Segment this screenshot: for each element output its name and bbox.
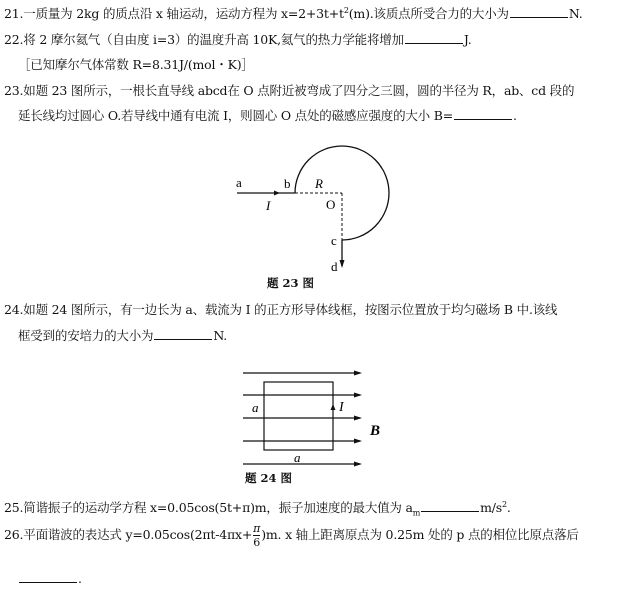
question-26-answer-line: . (18, 570, 82, 586)
question-24-line1: 24.如题 24 图所示，有一边长为 a、载流为 I 的正方形导体线框，按图示位置放于均匀磁场 B 中.该线 (4, 302, 558, 317)
question-24-line2: 框受到的安培力的大小为 N. (18, 328, 228, 343)
svg-text:B: B (370, 423, 381, 439)
question-25: 25.简谐振子的运动学方程 x=0.05cos(5t+π)m，振子加速度的最大值为 $a_m$ $m/s^2$. (4, 499, 511, 518)
svg-text:a: a (236, 175, 242, 190)
svg-text:c: c (331, 233, 337, 248)
fraction-pi-over-6: $\frac{\pi}{6}$ (253, 522, 261, 549)
svg-text:R: R (315, 176, 323, 191)
question-23-line1: 23.如题 23 图所示，一根长直导线 abcd在 O 点附近被弯成了四分之三圆，圆的半径为 R，ab、cd 段的 (4, 83, 575, 98)
figure-23-caption: 题 23 图 (267, 276, 315, 290)
figure-24-diagram (243, 371, 380, 467)
answer-blank-24[interactable] (154, 327, 212, 340)
svg-text:I: I (266, 198, 271, 213)
svg-text:O: O (326, 197, 336, 212)
question-23-line2: 延长线均过圆心 O.若导线中通有电流 I，则圆心 O 点处的磁感应强度的大小 B= . (18, 108, 517, 123)
svg-text:d: d (331, 259, 338, 274)
svg-text:b: b (284, 176, 291, 191)
figure-24-caption: 题 24 图 (245, 471, 293, 485)
answer-blank-25[interactable] (421, 499, 479, 512)
svg-text:a: a (252, 400, 259, 415)
question-21: 21.一质量为 2kg 的质点沿 x 轴运动，运动方程为 $x=2+3t+t^2(m)$.该质点所受合力的大小为 N. (4, 5, 583, 21)
current-arrow-up-icon (331, 404, 336, 410)
question-22: 22.将 2 摩尔氦气（自由度 i=3）的温度升高 10K,氦气的热力学能将增加 J. (4, 32, 472, 47)
square-loop (264, 382, 333, 450)
svg-text:I: I (339, 400, 344, 415)
answer-blank-26[interactable] (19, 570, 77, 583)
arrow-down-icon (340, 260, 345, 268)
question-22-note: ［已知摩尔气体常数 R=8.31J/(mol・K)］ (18, 57, 254, 72)
svg-text:a: a (294, 450, 301, 465)
question-26: 26.平面谐波的表达式 y=0.05cos(2πt-4πx+ $\frac{\pi}{6}$ )m. x 轴上距离原点为 0.25m 处的 p 点的相位比原点落后 (4, 522, 579, 549)
current-arrow-icon (274, 191, 280, 196)
